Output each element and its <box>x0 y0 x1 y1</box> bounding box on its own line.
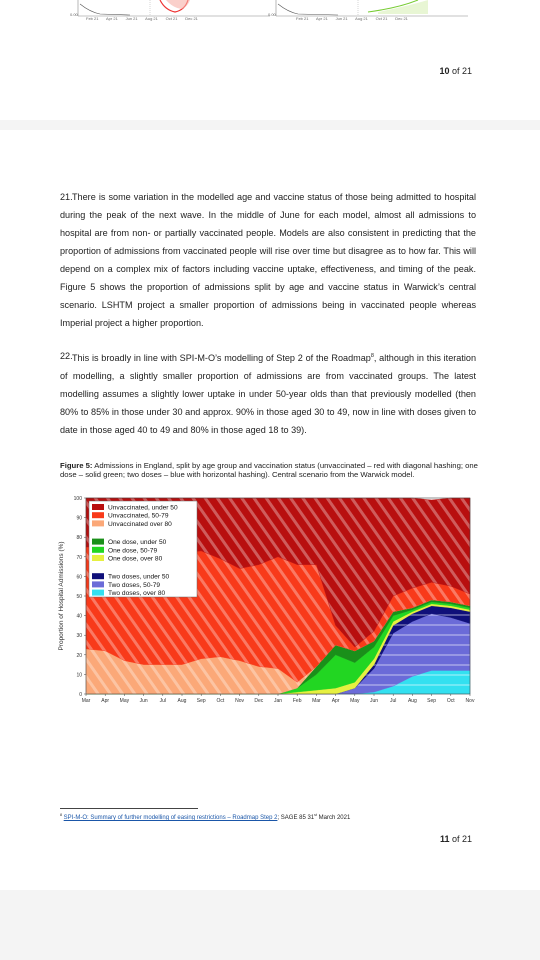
tick-label: Oct 21 <box>375 16 388 21</box>
tick-label: Dec 21 <box>395 16 408 21</box>
footnote <box>60 813 480 821</box>
y-tick-label: 60 <box>76 574 82 581</box>
x-tick-label: Feb <box>292 698 302 704</box>
mini-chart-left-xticks <box>86 16 198 21</box>
previous-page <box>0 0 540 120</box>
x-tick-label: Oct <box>216 698 225 704</box>
tick-label: Feb 21 <box>296 16 309 21</box>
footnote-sup: st <box>314 813 317 817</box>
legend-label: Two doses, under 50 <box>108 573 170 581</box>
legend-label: Unvaccinated, under 50 <box>108 504 178 512</box>
legend-swatch <box>92 504 104 510</box>
page-total: of 21 <box>451 66 472 76</box>
legend-swatch <box>92 539 104 545</box>
y-tick-label: 80 <box>76 535 82 542</box>
y-tick-label: 70 <box>76 554 82 561</box>
figure-caption <box>60 461 480 480</box>
tick-label: Jun 21 <box>125 16 138 21</box>
x-tick-label: Dec <box>254 698 264 704</box>
x-tick-label: Jan <box>273 698 283 704</box>
x-tick-label: Apr <box>101 698 110 704</box>
tick-label: Jun 21 <box>335 16 348 21</box>
x-tick-label: Jun <box>369 698 379 704</box>
legend-swatch <box>92 555 104 561</box>
x-tick-label: May <box>119 698 130 704</box>
tick-label: Dec 21 <box>185 16 198 21</box>
footnote-rest: ; SAGE 85 31 <box>277 815 315 821</box>
footnote-end: March 2021 <box>316 815 351 821</box>
tick-label: Aug 21 <box>355 16 368 21</box>
tick-label: Apr 21 <box>316 16 328 21</box>
legend-label: One dose, 50-79 <box>108 547 158 555</box>
legend-label: One dose, under 50 <box>108 539 167 547</box>
admissions-area-chart <box>54 494 484 714</box>
x-tick-label: Mar <box>81 698 91 704</box>
tick-label: Feb 21 <box>86 16 99 21</box>
figure-label: Figure 5: <box>60 461 93 470</box>
paragraph-21 <box>60 188 476 332</box>
footnote-ref[interactable]: 8 <box>370 353 374 359</box>
y-tick-label: 100 <box>73 496 82 502</box>
x-tick-label: Jul <box>159 698 167 704</box>
mini-chart-right-xticks <box>296 16 408 21</box>
x-tick-label: Sep <box>427 698 437 704</box>
page-total: of 21 <box>451 834 472 844</box>
y-tick-label: 10 <box>76 672 82 679</box>
previous-page-number <box>439 66 472 76</box>
x-tick-label: Aug <box>407 698 417 704</box>
y-tick-label: 90 <box>76 515 82 522</box>
tick-label: Apr 21 <box>106 16 118 21</box>
y-tick-label: 50 <box>76 594 82 600</box>
footnote-divider <box>60 808 198 809</box>
y-tick-label: 30 <box>76 633 82 640</box>
paragraph-number: 21. <box>60 192 73 202</box>
footnote-link[interactable]: SPI-M-O: Summary of further modelling of easing restrictions – Roadmap Step 2 <box>63 815 278 821</box>
paragraph-text: There is some variation in the modelled age and vaccine status of those being admitted to hospital during the peak of the next wave. In the middle of June for each model, almost all admissions to hospital are from non- or partially vaccinated people. Models are also consistent in predicting that the proportion of admissions from vaccinated people will rise over time but disagree as to how far. This will depend on a complex mix of factors including vaccine uptake, effectiveness, and timing of the peak. Figure 5 shows the proportion of admissions split by age and vaccine status in Warwick’s central scenario. LSHTM project a smaller proportion of admissions being in vaccinated people whereas Imperial project a higher proportion. <box>60 192 476 328</box>
legend-swatch <box>92 581 104 587</box>
mini-chart-left-y0: 0.00 <box>70 12 78 17</box>
legend-label: Two doses, over 80 <box>108 590 166 598</box>
x-tick-label: Jun <box>139 698 148 704</box>
paragraph-number: 22. <box>60 351 73 361</box>
mini-chart-right-y0: 0.00 <box>268 12 276 17</box>
x-tick-label: Nov <box>465 698 475 704</box>
legend-label: Two doses, 50-79 <box>108 581 161 589</box>
legend-label: One dose, over 80 <box>108 555 163 563</box>
tick-label: Oct 21 <box>165 16 178 21</box>
legend-swatch <box>92 573 104 579</box>
legend-label: Unvaccinated over 80 <box>108 520 172 528</box>
x-tick-label: Nov <box>235 698 245 704</box>
tick-label: Aug 21 <box>145 16 158 21</box>
y-axis-label: Proportion of Hospital Admissions (%) <box>58 541 65 651</box>
current-page-number <box>440 834 472 844</box>
x-tick-label: May <box>350 698 360 704</box>
paragraph-22 <box>60 347 476 447</box>
legend-swatch <box>92 512 104 518</box>
x-tick-label: Mar <box>312 698 321 704</box>
x-tick-label: Jul <box>389 698 397 704</box>
x-tick-label: Apr <box>331 698 340 704</box>
x-tick-label: Aug <box>177 698 187 704</box>
legend-label: Unvaccinated, 50-79 <box>108 512 169 520</box>
y-tick-label: 0 <box>79 692 82 698</box>
legend-swatch <box>92 520 104 526</box>
current-page <box>0 130 540 890</box>
chart-legend <box>89 501 197 597</box>
paragraph-text: This is broadly in line with SPI-M-O’s modelling of Step 2 of the Roadmap <box>72 353 371 364</box>
page-number: 10 <box>439 66 450 76</box>
legend-swatch <box>92 590 104 596</box>
page-number: 11 <box>439 834 450 844</box>
y-tick-label: 20 <box>76 652 82 659</box>
paragraph-text-cont: , although in this iteration of modelling, a slightly smaller proportion of admissions are from vaccinated groups. The latest modelling assumes a slightly lower uptake in under 50-year olds than that previously modelled (then 80% to 85% in those under 30 and approx. 90% in those aged 30 to 49, now in line with doses given to date in those aged 40 to 49 and 80% in those aged 18 to 39). <box>60 353 476 436</box>
legend-swatch <box>92 547 104 553</box>
x-tick-label: Sep <box>196 698 206 704</box>
footnote-marker: 8 <box>60 813 62 817</box>
y-tick-label: 40 <box>76 613 82 620</box>
figure-caption-text: Admissions in England, split by age group and vaccination status (unvaccinated – red with diagonal hashing; one dose – solid green; two doses – blue with horizontal hashing). Central scenario from the Warwick model. <box>60 461 478 480</box>
x-tick-label: Oct <box>446 698 455 704</box>
